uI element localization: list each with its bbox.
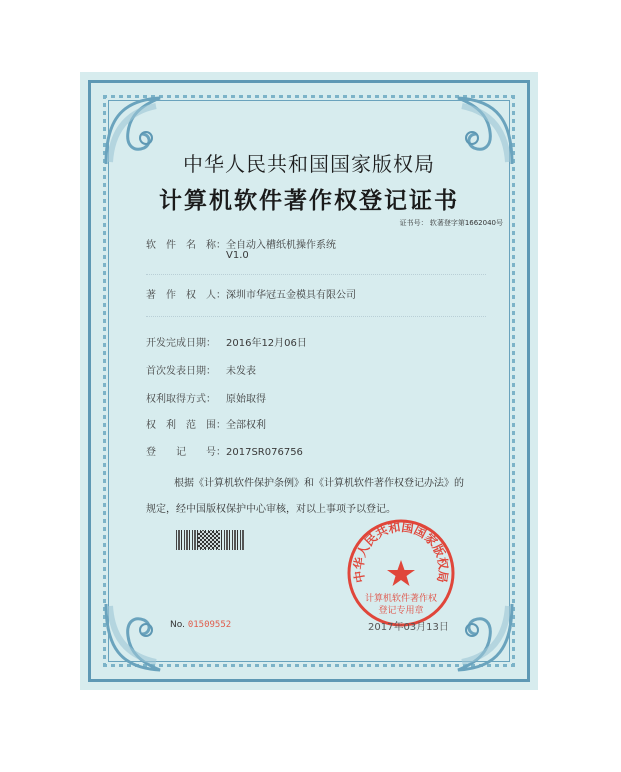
field-value: 深圳市华冠五金模具有限公司: [226, 290, 356, 301]
issue-date: 2017年03月13日: [368, 622, 449, 633]
statement-line: 根据《计算机软件保护条例》和《计算机软件著作权登记办法》的: [174, 478, 464, 489]
field-value: 原始取得: [226, 394, 266, 405]
serial-number: [170, 620, 231, 630]
field-label: 著 作 权 人：: [146, 290, 226, 301]
field-publish-date: [146, 362, 256, 377]
serial-prefix: No.: [170, 620, 185, 630]
star-icon: [387, 560, 415, 586]
field-value: 2017SR076756: [226, 447, 303, 458]
field-software-version: [226, 250, 249, 261]
field-completion-date: [146, 334, 307, 349]
seal-line-1: 计算机软件著作权: [364, 594, 438, 604]
field-label: 开发完成日期：: [146, 338, 216, 349]
field-label: 软 件 名 称：: [146, 240, 226, 251]
field-value: 未发表: [226, 366, 256, 377]
field-acquisition: [146, 390, 266, 405]
field-value: 全自动入槽纸机操作系统: [226, 240, 336, 251]
divider: [146, 274, 486, 275]
corner-ornament: [100, 598, 178, 676]
field-value: 2016年12月06日: [226, 338, 307, 349]
serial-value: 01509552: [187, 620, 232, 630]
certificate-number: 证书号： 软著登字第1662040号: [399, 219, 503, 227]
field-scope: [146, 416, 266, 431]
issuing-authority: 中华人民共和国国家版权局: [183, 152, 435, 176]
field-label: 权 利 范 围：: [146, 420, 226, 431]
field-value: 全部权利: [226, 420, 266, 431]
qr-code: [198, 531, 220, 549]
statement-line: 规定，经中国版权保护中心审核，对以上事项予以登记。: [146, 504, 396, 515]
field-label: 登 记 号：: [146, 447, 226, 458]
field-label: 首次发表日期：: [146, 366, 216, 377]
field-copyright-owner: [146, 286, 356, 301]
official-seal: [344, 516, 458, 630]
field-label: 权利取得方式：: [146, 394, 216, 405]
divider: [146, 316, 486, 317]
field-software-name: [146, 236, 336, 251]
seal-ring-text: 中华人民共和国国家版权局: [351, 520, 451, 584]
seal-line-2: 登记专用章: [378, 606, 424, 616]
field-registration-no: [146, 443, 303, 458]
certificate-title: 计算机软件著作权登记证书: [159, 187, 459, 214]
field-value: V1.0: [226, 250, 249, 261]
barcode: [176, 530, 244, 550]
